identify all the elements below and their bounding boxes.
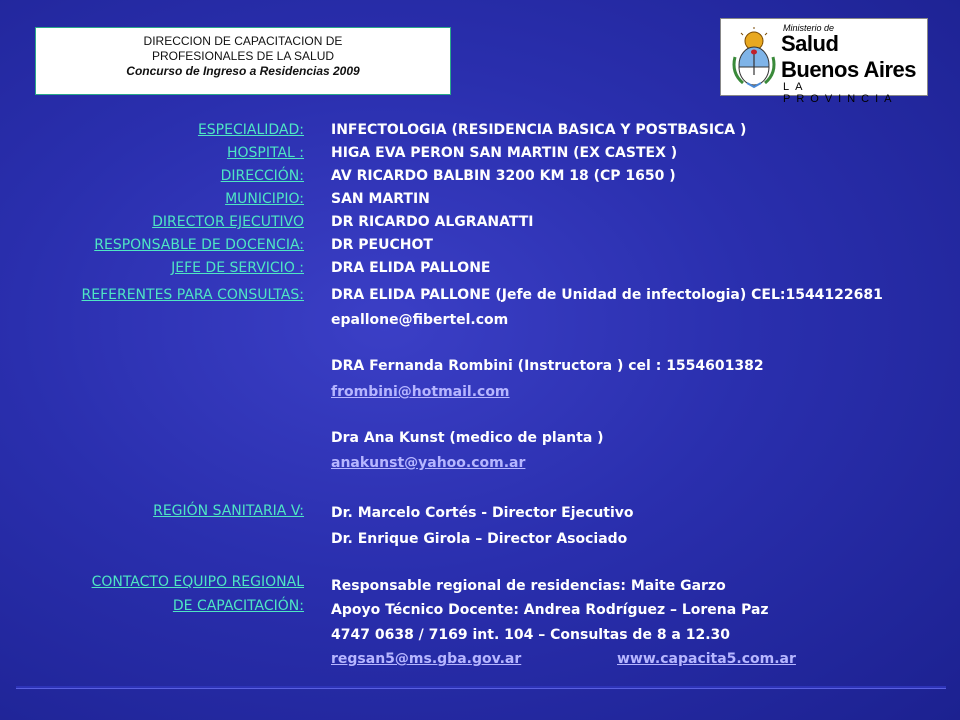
- value-hospital: HIGA EVA PERON SAN MARTIN (EX CASTEX ): [331, 145, 678, 161]
- value-referente-1-email: epallone@fibertel.com: [331, 312, 509, 328]
- coat-of-arms-icon: [729, 27, 779, 89]
- referente-3-email-link[interactable]: anakunst@yahoo.com.ar: [331, 455, 526, 471]
- label-direccion: DIRECCIÓN:: [220, 168, 304, 184]
- logo-buenos-aires-text: Buenos Aires: [781, 57, 917, 82]
- value-jefe: DRA ELIDA PALLONE: [331, 260, 491, 276]
- label-hospital: HOSPITAL :: [226, 145, 304, 161]
- logo-ministerio-text: Ministerio de: [783, 23, 835, 33]
- label-director: DIRECTOR EJECUTIVO: [152, 214, 304, 230]
- header-line-2: PROFESIONALES DE LA SALUD: [151, 49, 335, 63]
- header-line-1: DIRECCION DE CAPACITACION DE: [143, 34, 343, 48]
- value-referente-2: DRA Fernanda Rombini (Instructora ) cel : 1554601382: [331, 358, 764, 374]
- contacto-web-link[interactable]: www.capacita5.com.ar: [617, 651, 796, 667]
- value-contacto-telefono: 4747 0638 / 7169 int. 104 – Consultas de 8 a 12.30: [331, 627, 731, 643]
- value-direccion: AV RICARDO BALBIN 3200 KM 18 (CP 1650 ): [331, 168, 676, 184]
- value-region-asociado: Dr. Enrique Girola – Director Asociado: [331, 531, 628, 547]
- header-title-box: [35, 27, 451, 95]
- label-especialidad: ESPECIALIDAD:: [197, 122, 304, 138]
- value-region-director: Dr. Marcelo Cortés - Director Ejecutivo: [331, 505, 634, 521]
- value-director: DR RICARDO ALGRANATTI: [331, 214, 534, 230]
- ministerio-salud-logo: [720, 18, 928, 105]
- value-contacto-apoyo: Apoyo Técnico Docente: Andrea Rodríguez – Lorena Paz: [331, 602, 769, 618]
- label-referentes: REFERENTES PARA CONSULTAS:: [81, 287, 304, 303]
- logo-salud-text: Salud: [781, 31, 839, 56]
- referente-2-email-link[interactable]: frombini@hotmail.com: [331, 384, 510, 400]
- value-responsable: DR PEUCHOT: [331, 237, 433, 253]
- logo-provincia-text: LA PROVINCIA: [783, 81, 898, 105]
- value-especialidad: INFECTOLOGIA (RESIDENCIA BASICA Y POSTBASICA ): [331, 122, 747, 138]
- bottom-divider: [16, 686, 946, 688]
- label-region: REGIÓN SANITARIA V:: [153, 503, 304, 519]
- label-municipio: MUNICIPIO:: [225, 191, 304, 207]
- value-referente-3: Dra Ana Kunst (medico de planta ): [331, 430, 604, 446]
- header-line-3: Concurso de Ingreso a Residencias 2009: [126, 64, 360, 78]
- value-municipio: SAN MARTIN: [331, 191, 430, 207]
- contacto-email-link[interactable]: regsan5@ms.gba.gov.ar: [331, 651, 522, 667]
- value-contacto-responsable: Responsable regional de residencias: Maite Garzo: [331, 578, 726, 594]
- label-contacto-1: CONTACTO EQUIPO REGIONAL: [91, 574, 304, 590]
- label-jefe: JEFE DE SERVICIO :: [171, 260, 304, 276]
- label-responsable: RESPONSABLE DE DOCENCIA:: [94, 237, 304, 253]
- label-contacto-2: DE CAPACITACIÓN:: [172, 598, 304, 614]
- value-referente-1: DRA ELIDA PALLONE (Jefe de Unidad de infectologia) CEL:1544122681: [331, 287, 883, 303]
